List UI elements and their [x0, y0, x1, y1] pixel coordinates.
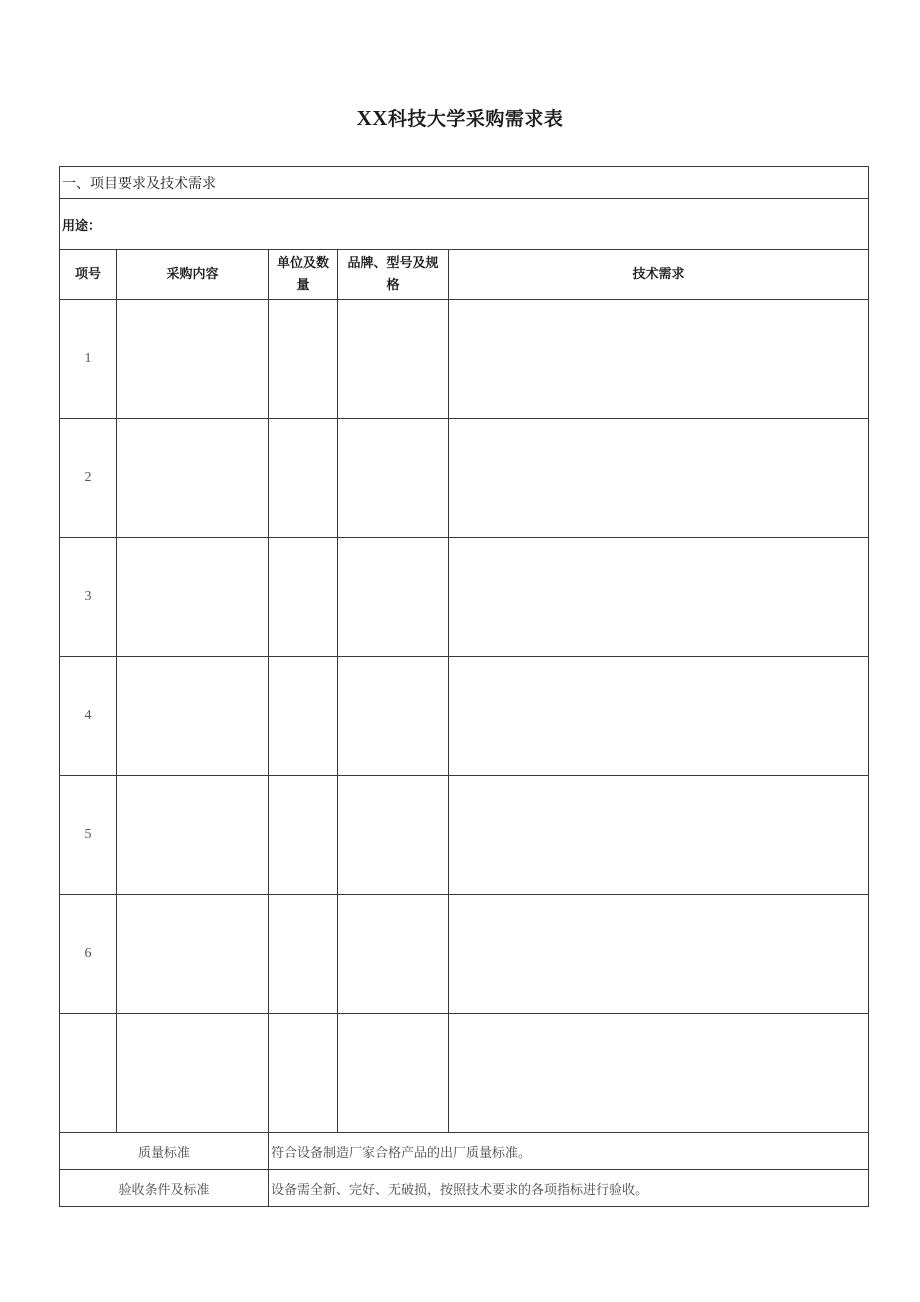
table-row	[60, 419, 869, 538]
row-index: 3	[60, 538, 117, 657]
row-unit-quantity-cell[interactable]	[269, 776, 338, 895]
row-brand-model-cell[interactable]	[338, 657, 449, 776]
acceptance-criteria-value: 设备需全新、完好、无破损，按照技术要求的各项指标进行验收。	[269, 1170, 869, 1207]
row-brand-model-cell[interactable]	[338, 776, 449, 895]
row-unit-quantity-cell[interactable]	[269, 1014, 338, 1133]
acceptance-criteria-row	[60, 1170, 869, 1207]
row-content-cell[interactable]	[117, 300, 269, 419]
title-main: 科技大学采购需求表	[387, 108, 564, 130]
row-tech-cell[interactable]	[449, 1014, 869, 1133]
header-unit-quantity-line2: 量	[296, 277, 310, 293]
section-title: 一、项目要求及技术需求	[60, 167, 869, 199]
header-brand-model-line1: 品牌、型号及规	[347, 255, 439, 271]
quality-standard-label: 质量标准	[60, 1133, 269, 1170]
page-title	[0, 104, 920, 131]
header-unit-quantity	[269, 250, 338, 300]
row-content-cell[interactable]	[117, 895, 269, 1014]
table-row	[60, 1014, 869, 1133]
row-index: 2	[60, 419, 117, 538]
row-content-cell[interactable]	[117, 1014, 269, 1133]
row-index	[60, 1014, 117, 1133]
row-unit-quantity-cell[interactable]	[269, 538, 338, 657]
header-unit-quantity-line1: 单位及数	[276, 255, 329, 271]
title-prefix: XX	[356, 106, 388, 130]
row-index: 1	[60, 300, 117, 419]
purpose-row	[60, 199, 869, 250]
row-tech-cell[interactable]	[449, 538, 869, 657]
section-title-row	[60, 167, 869, 199]
row-brand-model-cell[interactable]	[338, 300, 449, 419]
table-row	[60, 657, 869, 776]
table-row	[60, 538, 869, 657]
row-content-cell[interactable]	[117, 419, 269, 538]
row-tech-cell[interactable]	[449, 895, 869, 1014]
row-brand-model-cell[interactable]	[338, 538, 449, 657]
quality-standard-value: 符合设备制造厂家合格产品的出厂质量标准。	[269, 1133, 869, 1170]
table-row	[60, 776, 869, 895]
header-tech-requirements: 技术需求	[449, 250, 869, 300]
row-tech-cell[interactable]	[449, 300, 869, 419]
row-index: 5	[60, 776, 117, 895]
row-brand-model-cell[interactable]	[338, 419, 449, 538]
header-row	[60, 250, 869, 300]
header-brand-model-line2: 格	[386, 277, 400, 293]
row-tech-cell[interactable]	[449, 419, 869, 538]
row-index: 4	[60, 657, 117, 776]
row-brand-model-cell[interactable]	[338, 1014, 449, 1133]
row-index: 6	[60, 895, 117, 1014]
row-content-cell[interactable]	[117, 657, 269, 776]
table-row	[60, 895, 869, 1014]
table-row	[60, 300, 869, 419]
header-brand-model	[338, 250, 449, 300]
row-unit-quantity-cell[interactable]	[269, 419, 338, 538]
row-tech-cell[interactable]	[449, 776, 869, 895]
row-unit-quantity-cell[interactable]	[269, 657, 338, 776]
row-content-cell[interactable]	[117, 538, 269, 657]
procurement-requirements-table	[59, 166, 869, 1207]
quality-standard-row	[60, 1133, 869, 1170]
purpose-field[interactable]: 用途：	[60, 199, 869, 250]
row-brand-model-cell[interactable]	[338, 895, 449, 1014]
header-content: 采购内容	[117, 250, 269, 300]
header-index: 项号	[60, 250, 117, 300]
row-unit-quantity-cell[interactable]	[269, 300, 338, 419]
row-tech-cell[interactable]	[449, 657, 869, 776]
acceptance-criteria-label: 验收条件及标准	[60, 1170, 269, 1207]
row-unit-quantity-cell[interactable]	[269, 895, 338, 1014]
row-content-cell[interactable]	[117, 776, 269, 895]
